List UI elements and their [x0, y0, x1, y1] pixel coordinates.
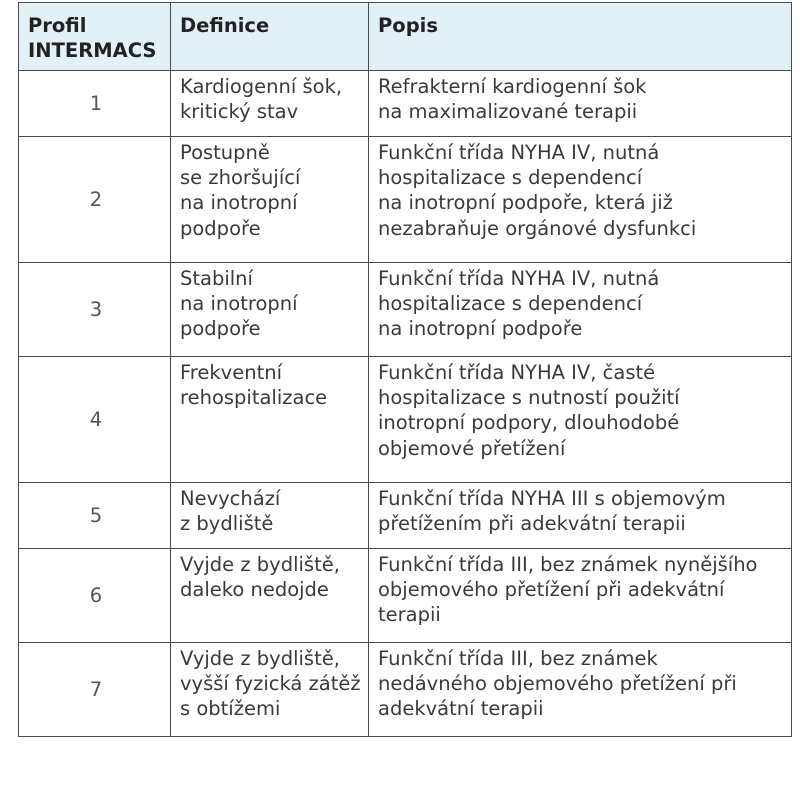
profile-description: Funkční třída III, bez známek nynějšího objemového přetížení při adekvátní terapii [369, 549, 792, 643]
profile-description: Funkční třída NYHA IV, nutná hospitalizace s dependencí na inotropní podpoře [369, 263, 792, 357]
profile-number: 1 [19, 71, 171, 137]
profile-number: 3 [19, 263, 171, 357]
table-row [19, 357, 792, 483]
profile-number: 7 [19, 643, 171, 737]
profile-number: 2 [19, 137, 171, 263]
table-header-row [19, 3, 792, 71]
profile-description: Funkční třída NYHA IV, nutná hospitalizace s dependencí na inotropní podpoře, která již nezabraňuje orgánové dysfunkci [369, 137, 792, 263]
profile-description: Refrakterní kardiogenní šok na maximalizované terapii [369, 71, 792, 137]
profile-definition: Postupně se zhoršující na inotropní podpoře [171, 137, 369, 263]
profile-definition: Nevychází z bydliště [171, 483, 369, 549]
profile-number: 6 [19, 549, 171, 643]
profile-definition: Kardiogenní šok, kritický stav [171, 71, 369, 137]
intermacs-profile-table [18, 2, 792, 737]
profile-number: 4 [19, 357, 171, 483]
table-row [19, 137, 792, 263]
table-row [19, 483, 792, 549]
profile-definition: Vyjde z bydliště, daleko nedojde [171, 549, 369, 643]
table-row [19, 263, 792, 357]
table-row [19, 549, 792, 643]
profile-number: 5 [19, 483, 171, 549]
header-profile: Profil INTERMACS [19, 3, 171, 71]
profile-description: Funkční třída NYHA III s objemovým přetížením při adekvátní terapii [369, 483, 792, 549]
table-row [19, 643, 792, 737]
profile-definition: Frekventní rehospitalizace [171, 357, 369, 483]
profile-definition: Vyjde z bydliště, vyšší fyzická zátěž s obtížemi [171, 643, 369, 737]
profile-definition: Stabilní na inotropní podpoře [171, 263, 369, 357]
profile-description: Funkční třída NYHA IV, časté hospitalizace s nutností použití inotropní podpory, dlouhodobé objemové přetížení [369, 357, 792, 483]
profile-description: Funkční třída III, bez známek nedávného objemového přetížení při adekvátní terapii [369, 643, 792, 737]
table-row [19, 71, 792, 137]
header-definition: Definice [171, 3, 369, 71]
header-description: Popis [369, 3, 792, 71]
